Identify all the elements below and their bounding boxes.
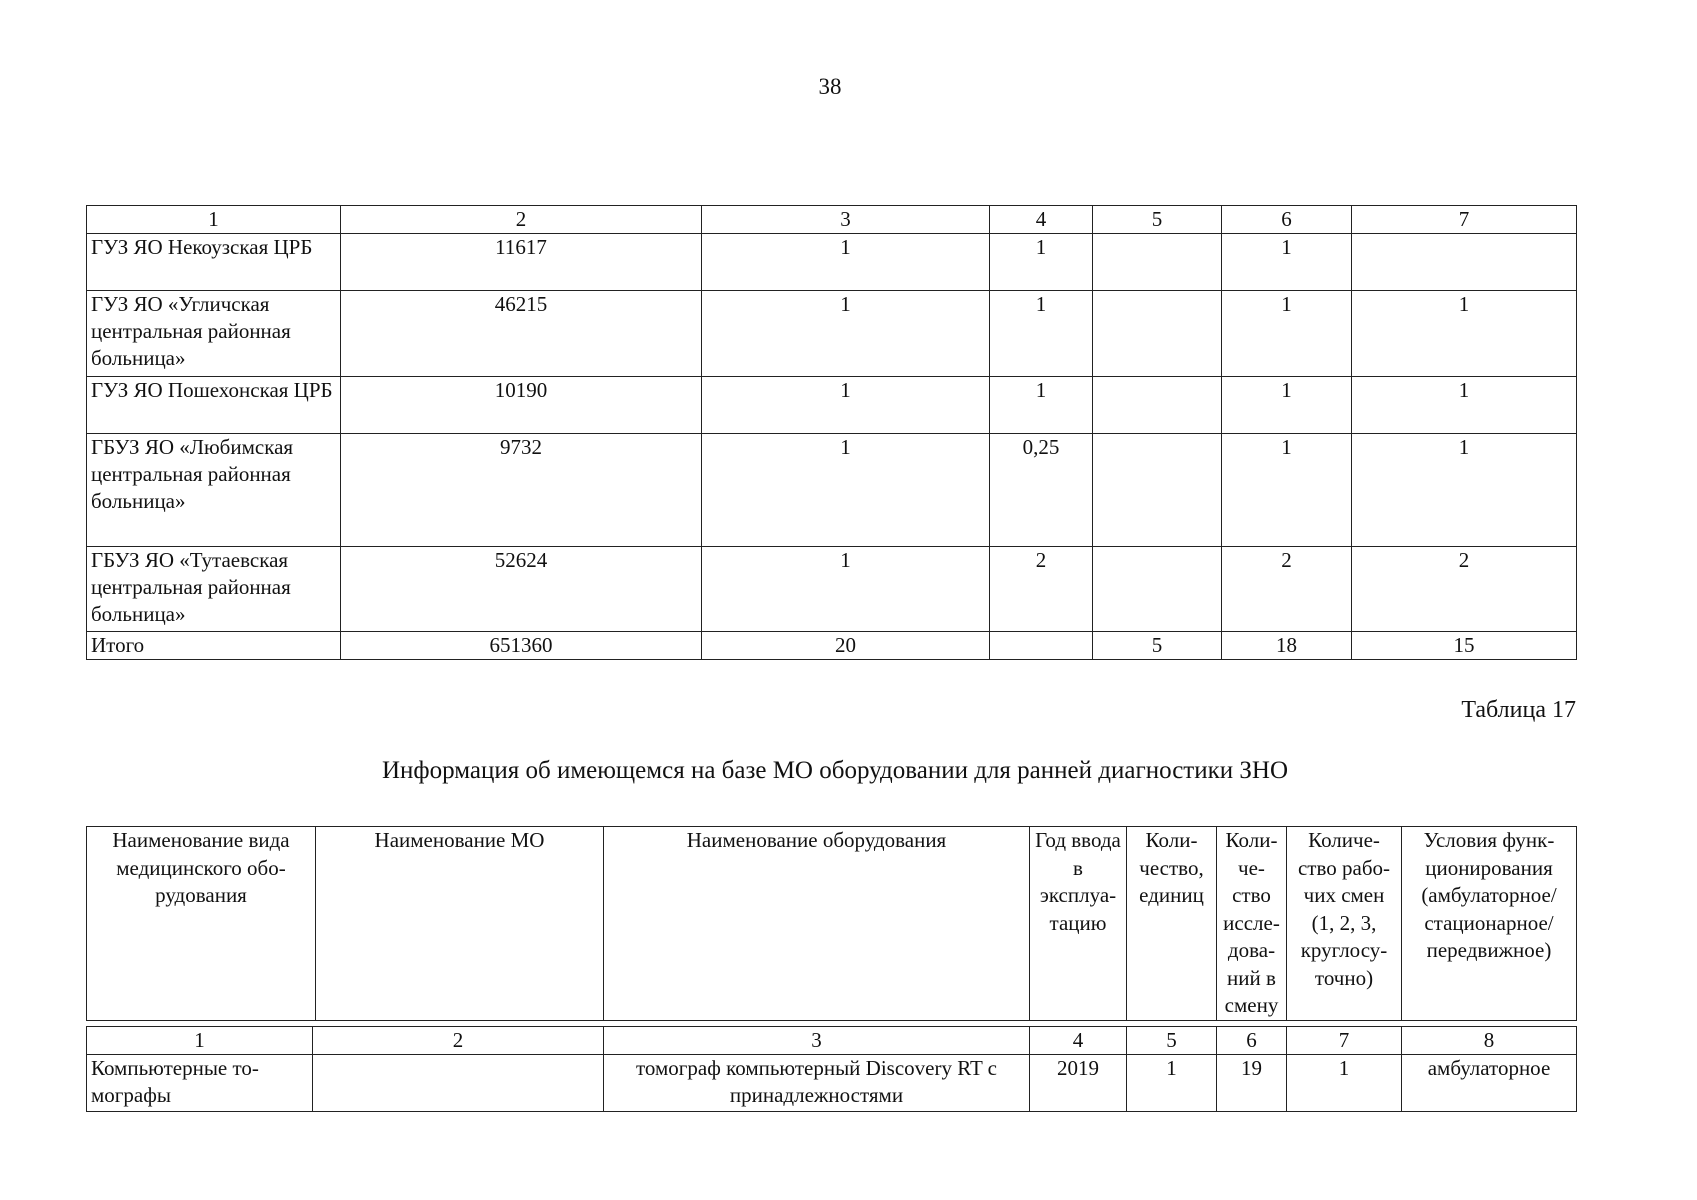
year: 2019 [1030,1055,1127,1112]
cell: 1 [702,434,990,547]
cell: 15 [1352,632,1577,660]
cell: 2 [1352,547,1577,632]
cell: 5 [1093,632,1222,660]
cell: 1 [702,377,990,434]
cell: 1 [702,547,990,632]
total-row [87,632,1577,660]
table-row [87,291,1577,377]
total-label: Итого [87,632,341,660]
studies-per-shift: 19 [1217,1055,1287,1112]
cell [1093,547,1222,632]
column-header: Год ввода в эксплуа-тацию [1030,827,1127,1021]
col-number: 5 [1127,1027,1217,1055]
page-number: 38 [818,74,842,99]
table-header-row [87,827,1577,1021]
column-header: Коли-че-ство иссле-дова-ний в смену [1217,827,1287,1021]
table-row [87,377,1577,434]
col-number: 6 [1217,1027,1287,1055]
column-header: Условия функ-ционирования (амбулаторное/ стационарное/ передвижное) [1402,827,1577,1021]
cell: 1 [990,377,1093,434]
equipment-type: Компьютерные то-мографы [87,1055,313,1112]
cell: 1 [990,234,1093,291]
table-row [87,547,1577,632]
column-header: Количе-ство рабо-чих смен (1, 2, 3, круглосу-точно) [1287,827,1402,1021]
col-number: 5 [1093,206,1222,234]
cell: 46215 [341,291,702,377]
cell: 52624 [341,547,702,632]
col-number: 6 [1222,206,1352,234]
col-number: 2 [313,1027,604,1055]
organization-name: ГБУЗ ЯО «Тутаевская центральная районная больница» [87,547,341,632]
col-number: 1 [87,206,341,234]
column-header: Наименование вида медицинского обо-рудования [87,827,316,1021]
cell [1352,234,1577,291]
cell: 1 [1222,377,1352,434]
count: 1 [1127,1055,1217,1112]
conditions: амбулаторное [1402,1055,1577,1112]
mo-name [313,1055,604,1112]
column-header: Наименование оборудования [604,827,1030,1021]
col-number: 7 [1352,206,1577,234]
col-number: 8 [1402,1027,1577,1055]
cell: 2 [1222,547,1352,632]
cell: 1 [1352,434,1577,547]
cell: 1 [990,291,1093,377]
col-number: 7 [1287,1027,1402,1055]
cell: 651360 [341,632,702,660]
table-caption: Таблица 17 [1461,697,1576,723]
cell: 10190 [341,377,702,434]
continuation-table [86,205,1577,660]
column-header: Наименование МО [316,827,604,1021]
cell: 1 [702,234,990,291]
equipment-table [86,1026,1577,1112]
cell: 11617 [341,234,702,291]
table-header-row [87,1027,1577,1055]
table-title: Информация об имеющемся на базе МО оборудовании для ранней диагностики ЗНО [381,757,1289,784]
cell: 1 [1222,234,1352,291]
col-number: 2 [341,206,702,234]
equipment-name: томограф компьютерный Discovery RT с принадлежностями [604,1055,1030,1112]
col-number: 4 [990,206,1093,234]
col-number: 4 [1030,1027,1127,1055]
cell: 1 [1222,291,1352,377]
cell: 18 [1222,632,1352,660]
table-row [87,1055,1577,1112]
column-header: Коли-чество, единиц [1127,827,1217,1021]
cell: 20 [702,632,990,660]
organization-name: ГУЗ ЯО «Угличская центральная районная больница» [87,291,341,377]
cell: 9732 [341,434,702,547]
cell [1093,434,1222,547]
cell [990,632,1093,660]
organization-name: ГБУЗ ЯО «Любимская центральная районная больница» [87,434,341,547]
cell: 1 [1352,291,1577,377]
cell: 2 [990,547,1093,632]
cell [1093,291,1222,377]
cell: 1 [702,291,990,377]
col-number: 1 [87,1027,313,1055]
equipment-table-header [86,826,1577,1021]
cell: 1 [1352,377,1577,434]
cell [1093,377,1222,434]
cell: 0,25 [990,434,1093,547]
table-header-row [87,206,1577,234]
table-row [87,434,1577,547]
table-row [87,234,1577,291]
organization-name: ГУЗ ЯО Некоузская ЦРБ [87,234,341,291]
organization-name: ГУЗ ЯО Пошехонская ЦРБ [87,377,341,434]
shifts: 1 [1287,1055,1402,1112]
col-number: 3 [702,206,990,234]
col-number: 3 [604,1027,1030,1055]
cell [1093,234,1222,291]
cell: 1 [1222,434,1352,547]
